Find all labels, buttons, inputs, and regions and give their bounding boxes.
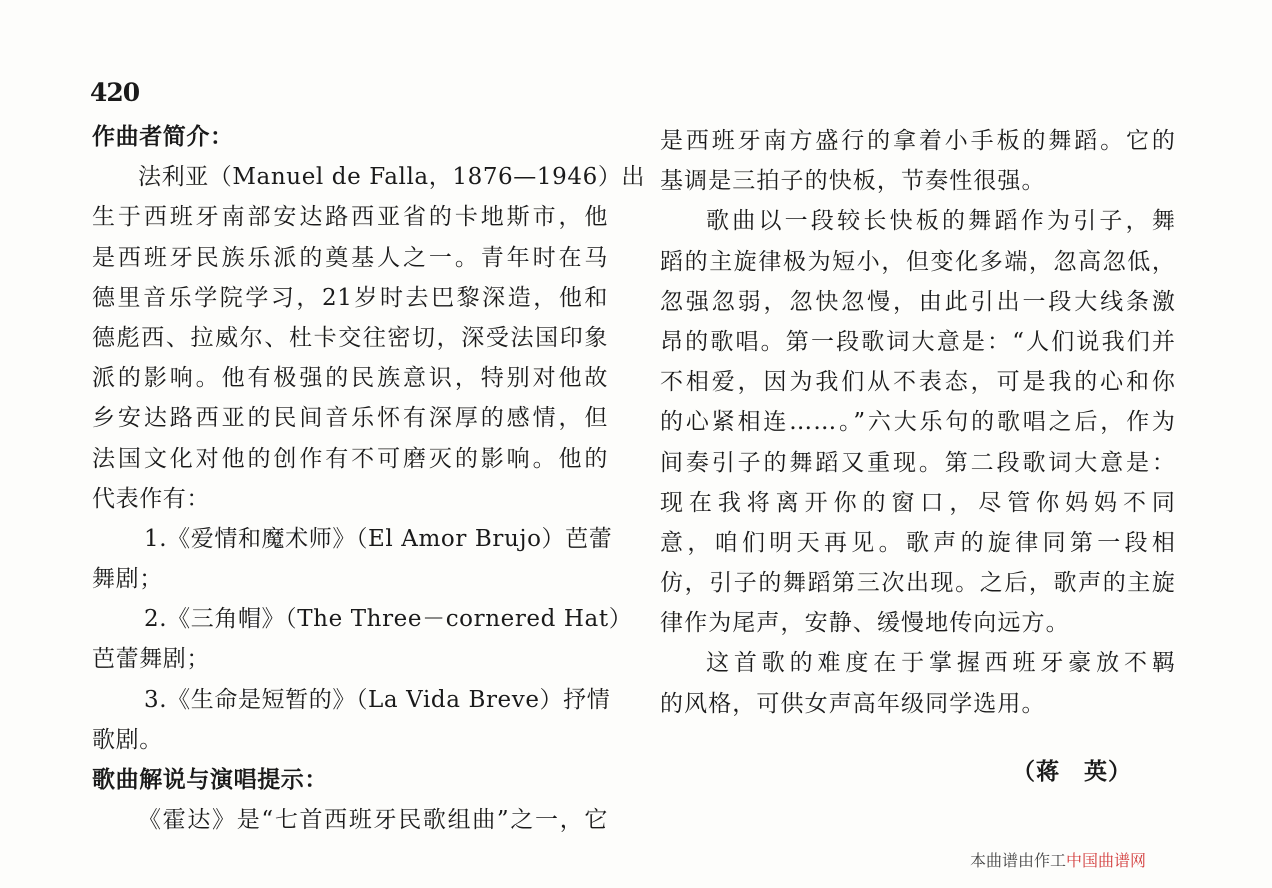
text-line: 的心紧相连……。”六大乐句的歌唱之后，作为 [660,409,1176,436]
text-line: 基调是三拍子的快板，节奏性很强。 [660,168,1046,195]
work-item-cont: 芭蕾舞剧； [92,646,210,673]
author-signature: （蒋 英） [1012,758,1132,785]
text-line: 德里音乐学院学习，21岁时去巴黎深造，他和 [92,284,608,311]
work-item-cont: 歌剧。 [92,726,163,753]
text-line: 忽强忽弱，忽快忽慢，由此引出一段大线条激 [660,288,1176,315]
text-line: 法利亚（Manuel de Falla，1876—1946）出 [138,164,646,191]
composer-heading: 作曲者简介： [92,123,234,150]
text-line: 德彪西、拉威尔、杜卡交往密切，深受法国印象 [92,324,608,351]
text-line: 生于西班牙南部安达路西亚省的卡地斯市，他 [92,204,608,231]
work-item-cont: 舞剧； [92,566,163,593]
text-line: 是西班牙民族乐派的奠基人之一。青年时在马 [92,244,608,271]
text-line: 蹈的主旋律极为短小，但变化多端，忽高忽低， [660,248,1176,275]
song-notes-heading: 歌曲解说与演唱提示： [92,766,328,793]
text-line: 间奏引子的舞蹈又重现。第二段歌词大意是： [660,449,1176,476]
text-line: 的风格，可供女声高年级同学选用。 [660,690,1046,717]
text-line: 是西班牙南方盛行的拿着小手板的舞蹈。它的 [660,128,1176,154]
text-line: 昂的歌唱。第一段歌词大意是：“人们说我们并 [660,328,1176,355]
text-line: 意，咱们明天再见。歌声的旋律同第一段相 [660,529,1176,556]
text-line: 仿，引子的舞蹈第三次出现。之后，歌声的主旋 [660,570,1176,597]
work-item: 2.《三角帽》（The Three－cornered Hat） [144,606,633,633]
right-column [660,121,1176,724]
text-line: 这首歌的难度在于掌握西班牙豪放不羁 [706,650,1176,677]
text-line: 现在我将离开你的窗口，尽管你妈妈不同 [660,489,1176,516]
text-line: 歌曲以一段较长快板的舞蹈作为引子，舞 [706,208,1176,235]
watermark-text: 本曲谱由作工 [970,851,1067,870]
text-line: 法国文化对他的创作有不可磨灭的影响。他的 [92,445,608,472]
text-line: 不相爱，因为我们从不表态，可是我的心和你 [660,369,1176,396]
text-line: 《霍达》是“七首西班牙民歌组曲”之一，它 [138,807,608,834]
work-item: 1.《爱情和魔术师》（El Amor Brujo）芭蕾 [144,525,613,552]
text-line: 代表作有： [92,485,210,512]
watermark [970,846,1230,870]
text-line: 乡安达路西亚的民间音乐怀有深厚的感情，但 [92,405,608,432]
work-item: 3.《生命是短暂的》（La Vida Breve）抒情 [144,686,611,713]
left-column [92,117,646,840]
text-line: 律作为尾声，安静、缓慢地传向远方。 [660,610,1070,637]
page-number: 420 [90,78,140,107]
watermark-site: 中国曲谱网 [1066,851,1147,870]
text-line: 派的影响。他有极强的民族意识，特别对他故 [92,365,608,392]
